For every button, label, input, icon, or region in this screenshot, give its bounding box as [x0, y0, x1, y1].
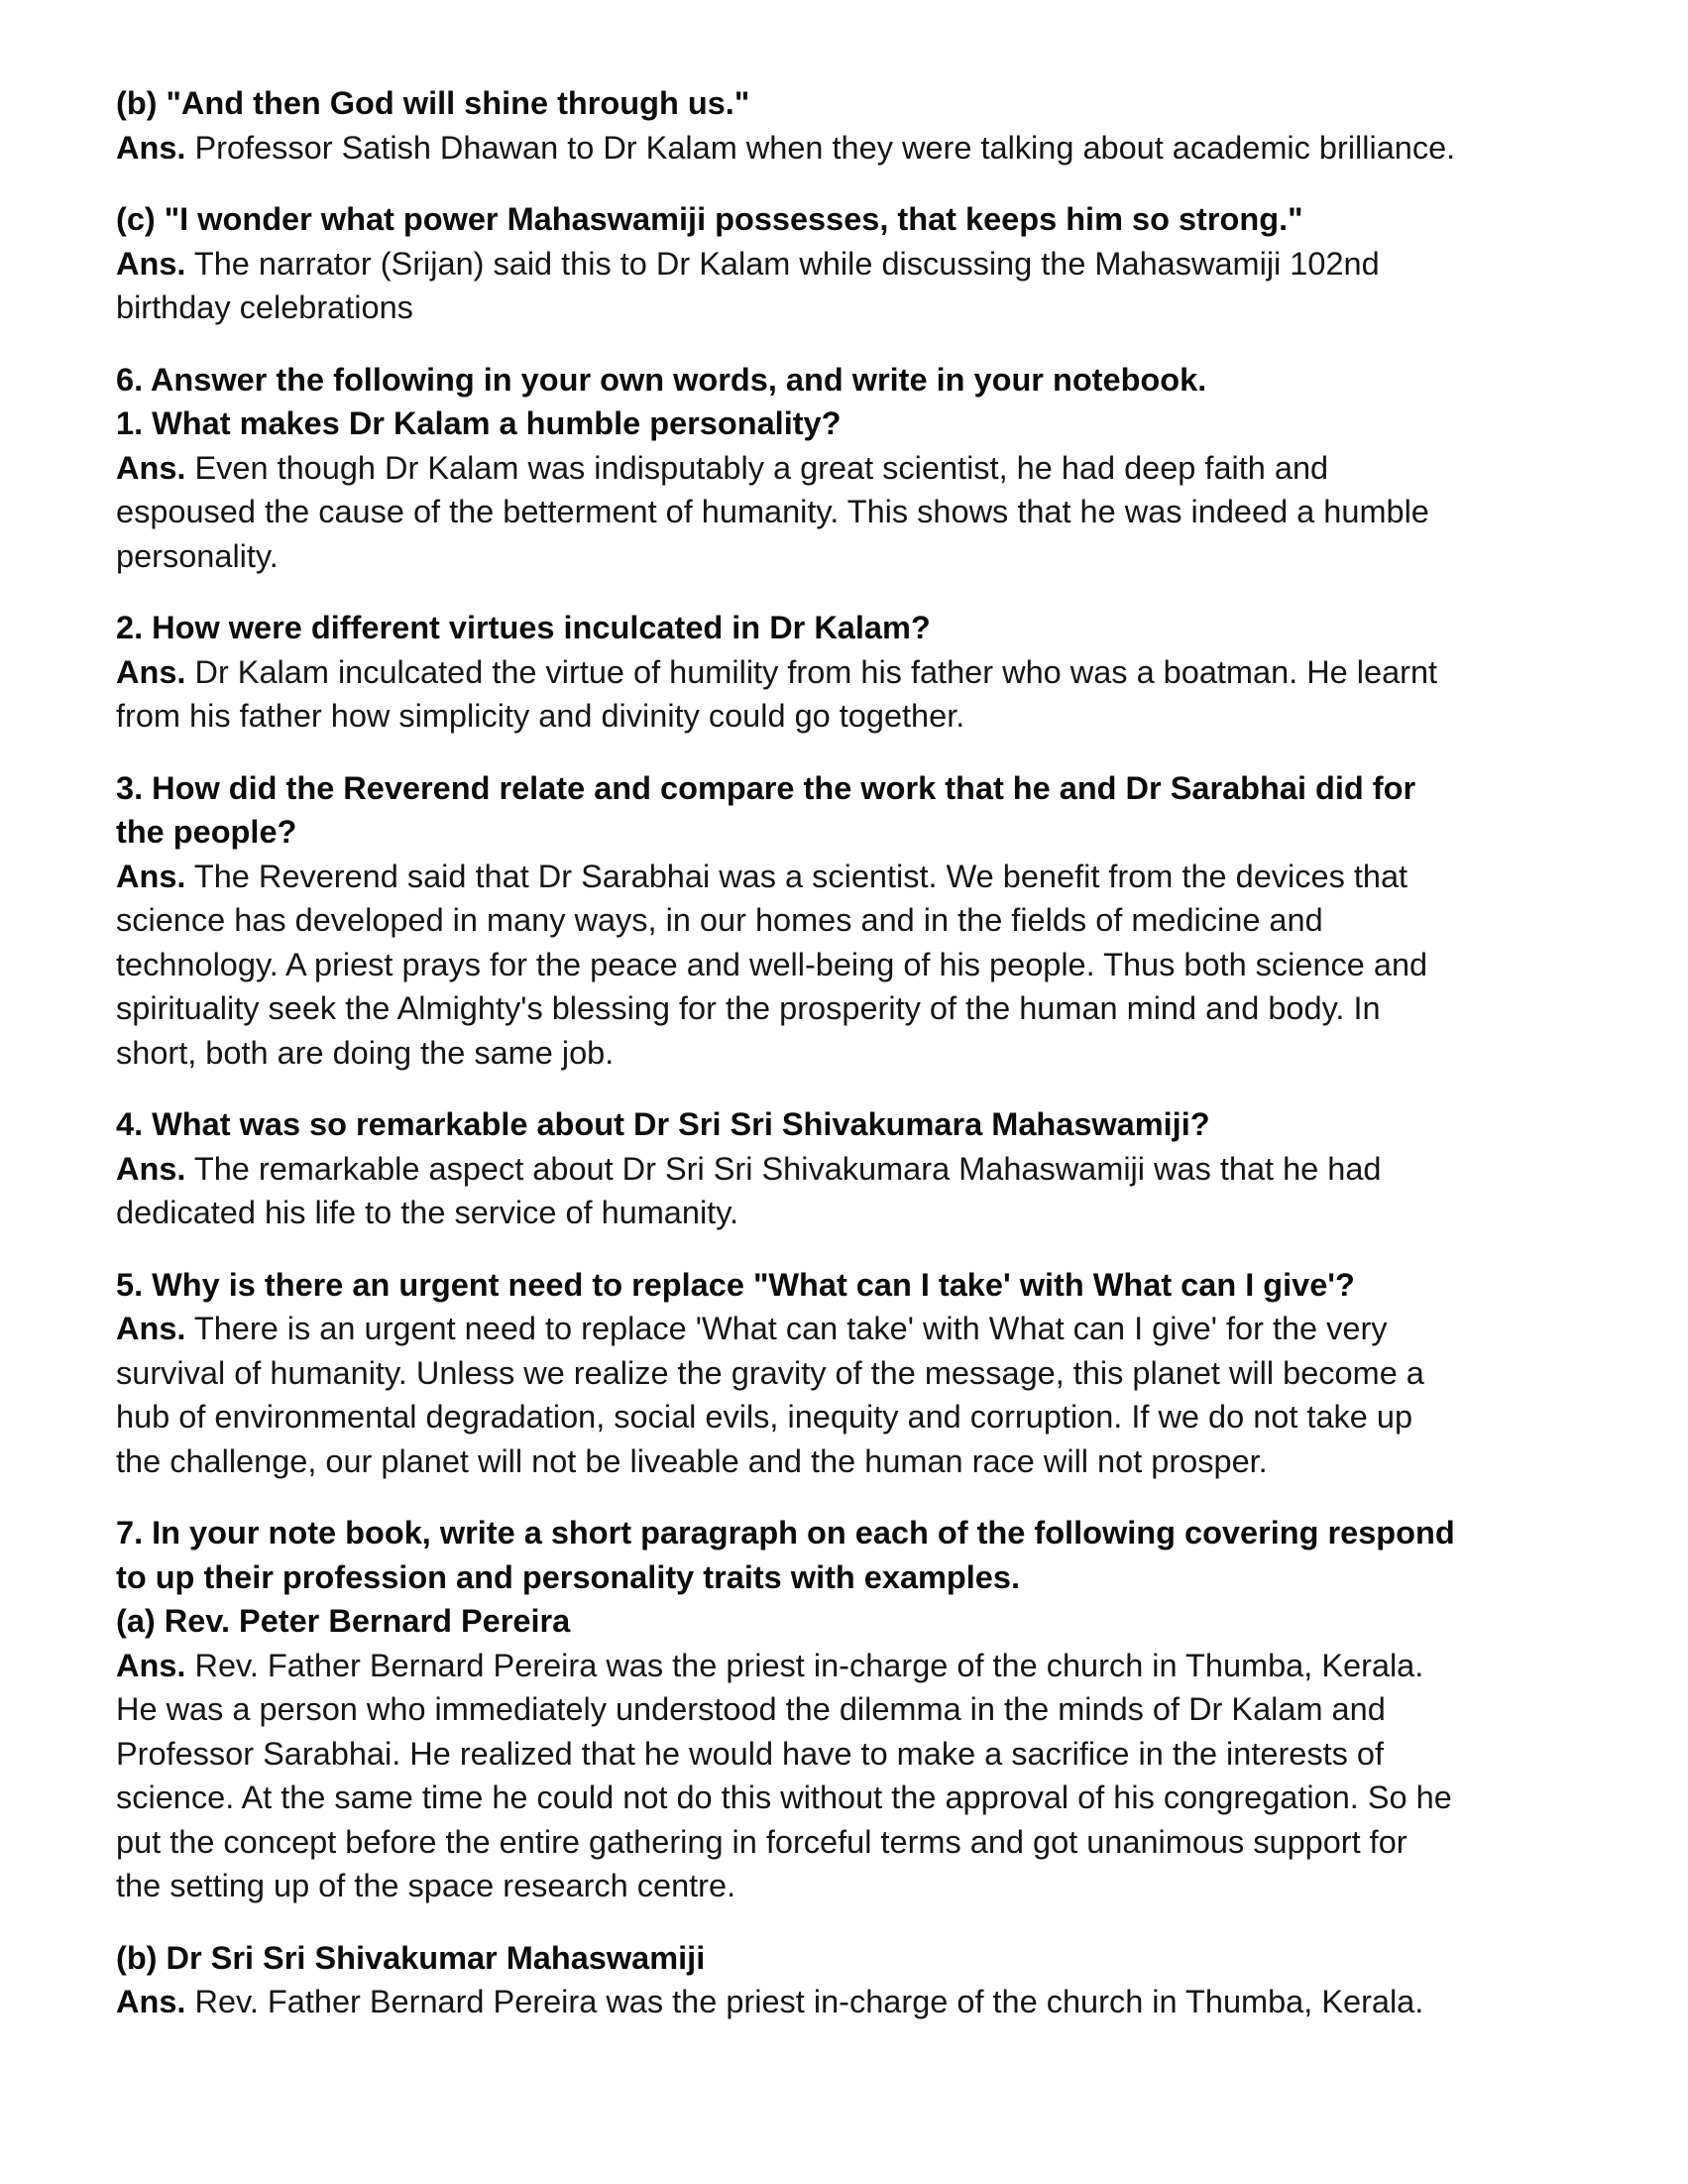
answer-text: Rev. Father Bernard Pereira was the priest in-charge of the church in Thumba, Kerala.: [185, 1647, 1424, 1683]
question-text: 3. How did the Reverend relate and compare the work that he and Dr Sarabhai did for: [116, 769, 1416, 806]
answer-line: dedicated his life to the service of humanity.: [116, 1195, 739, 1230]
qa-block-6-1: [116, 358, 1688, 579]
answer-line: He was a person who immediately understood the dilemma in the minds of Dr Kalam and: [116, 1691, 1386, 1727]
answer-text: Dr Kalam inculcated the virtue of humility from his father who was a boatman. He learnt: [185, 653, 1438, 690]
answer-line: birthday celebrations: [116, 289, 413, 325]
answer-line: [116, 855, 1688, 899]
qa-block-7a: [116, 1511, 1688, 1908]
answer-line: short, both are doing the same job.: [116, 1034, 615, 1071]
answer-text: There is an urgent need to replace 'What can take' with What can I give' for the very: [185, 1311, 1388, 1346]
section-heading: 7. In your note book, write a short paragraph on each of the following covering respond: [116, 1515, 1455, 1551]
answer-line: the setting up of the space research centre.: [116, 1868, 736, 1903]
answer-line: Professor Sarabhai. He realized that he would have to make a sacrifice in the interests of: [116, 1735, 1385, 1772]
answer-line: spirituality seek the Almighty's blessing for the prosperity of the human mind and body. In: [116, 990, 1381, 1026]
question-text: (a) Rev. Peter Bernard Pereira: [116, 1603, 571, 1639]
qa-block-6-2: [116, 606, 1688, 739]
ans-label: Ans.: [116, 1984, 186, 2019]
question-text: 4. What was so remarkable about Dr Sri Sri Shivakumara Mahaswamiji?: [116, 1106, 1210, 1142]
ans-label: Ans.: [116, 858, 186, 894]
ans-label: Ans.: [116, 245, 186, 282]
qa-block-5c: [116, 197, 1688, 330]
question-text: (b) Dr Sri Sri Shivakumar Mahaswamiji: [116, 1939, 706, 1976]
question-text: 5. Why is there an urgent need to replace "What can I take' with What can I give'?: [116, 1266, 1355, 1303]
qa-block-5b: [116, 81, 1688, 170]
ans-label: Ans.: [116, 1647, 186, 1683]
answer-text: The Reverend said that Dr Sarabhai was a scientist. We benefit from the devices that: [185, 858, 1408, 894]
answer-line: survival of humanity. Unless we realize the gravity of the message, this planet will become a: [116, 1354, 1424, 1391]
section-heading: to up their profession and personality traits with examples.: [116, 1558, 1020, 1595]
answer-line: [116, 1980, 1688, 2024]
answer-line: personality.: [116, 537, 279, 574]
qa-block-6-3: [116, 766, 1688, 1076]
answer-text: The remarkable aspect about Dr Sri Sri Shivakumara Mahaswamiji was that he had: [185, 1150, 1382, 1187]
answer-text: The narrator (Srijan) said this to Dr Kalam while discussing the Mahaswamiji 102nd: [185, 245, 1380, 282]
question-text: (b) "And then God will shine through us.": [116, 85, 750, 121]
answer-line: espoused the cause of the betterment of humanity. This shows that he was indeed a humble: [116, 494, 1429, 529]
answer-line: science has developed in many ways, in our homes and in the fields of medicine and: [116, 902, 1323, 938]
ans-label: Ans.: [116, 449, 186, 486]
answer-text: Professor Satish Dhawan to Dr Kalam when they were talking about academic brilliance.: [185, 129, 1456, 166]
ans-label: Ans.: [116, 129, 186, 166]
ans-label: Ans.: [116, 1311, 186, 1346]
qa-block-6-5: [116, 1263, 1688, 1484]
answer-line: [116, 446, 1688, 491]
answer-line: [116, 1307, 1688, 1351]
question-text: 2. How were different virtues inculcated in Dr Kalam?: [116, 610, 931, 645]
answer-line: [116, 242, 1688, 287]
answer-line: the challenge, our planet will not be liveable and the human race will not prosper.: [116, 1442, 1268, 1479]
ans-label: Ans.: [116, 1150, 186, 1187]
answer-line: technology. A priest prays for the peace and well-being of his people. Thus both science and: [116, 946, 1428, 982]
answer-line: hub of environmental degradation, social evils, inequity and corruption. If we do not take up: [116, 1399, 1413, 1435]
answer-line: [116, 126, 1688, 171]
qa-block-7b: [116, 1936, 1688, 2024]
answer-line: [116, 1644, 1688, 1688]
answer-line: [116, 1147, 1688, 1192]
qa-block-6-4: [116, 1102, 1688, 1235]
answer-line: put the concept before the entire gathering in forceful terms and got unanimous support for: [116, 1823, 1407, 1860]
answer-text: Even though Dr Kalam was indisputably a great scientist, he had deep faith and: [185, 449, 1329, 486]
section-heading: 6. Answer the following in your own words, and write in your notebook.: [116, 361, 1207, 398]
answer-text: Rev. Father Bernard Pereira was the priest in-charge of the church in Thumba, Kerala.: [185, 1984, 1424, 2019]
ans-label: Ans.: [116, 653, 186, 690]
question-text: (c) "I wonder what power Mahaswamiji possesses, that keeps him so strong.": [116, 201, 1303, 237]
answer-line: from his father how simplicity and divinity could go together.: [116, 698, 965, 734]
answer-line: [116, 650, 1688, 695]
answer-line: science. At the same time he could not do this without the approval of his congregation. So he: [116, 1780, 1452, 1815]
question-text: the people?: [116, 814, 297, 850]
question-text: 1. What makes Dr Kalam a humble personality?: [116, 405, 842, 441]
